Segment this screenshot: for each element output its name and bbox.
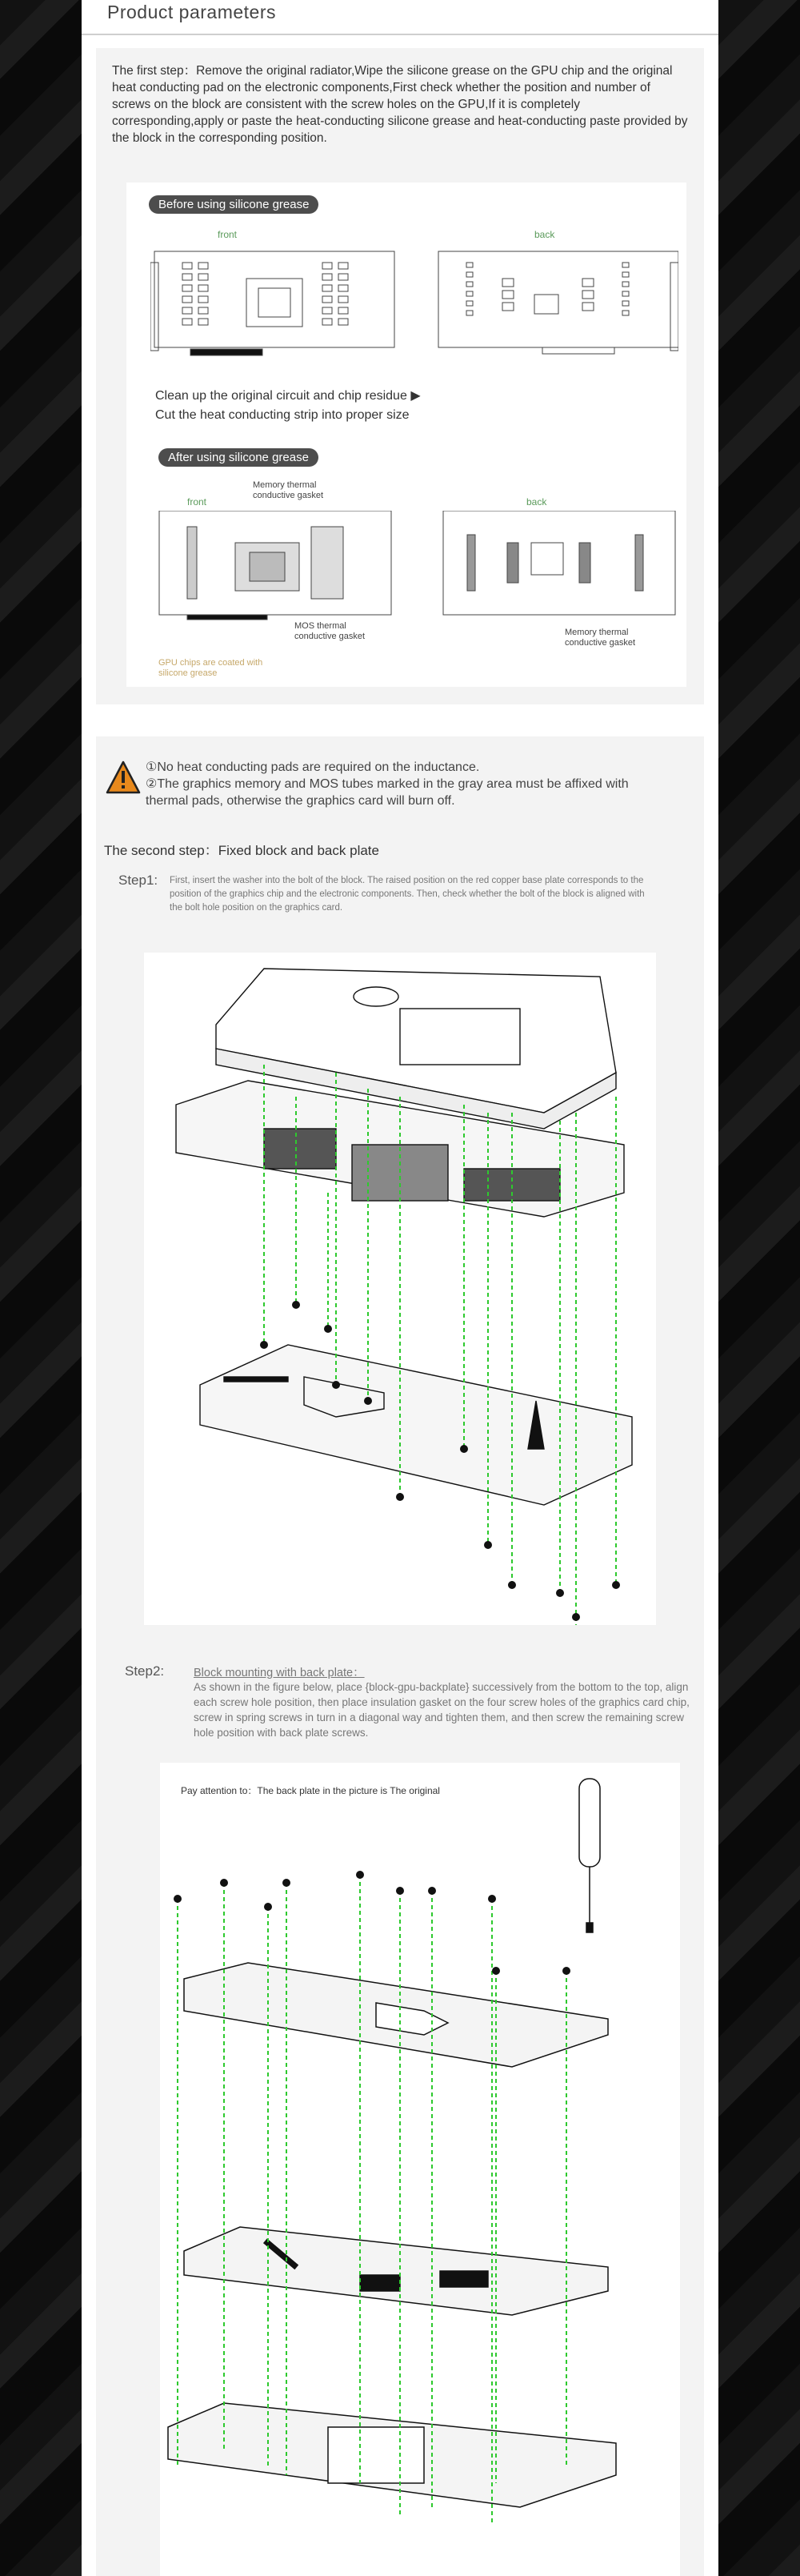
mos-gasket-note: MOS thermal conductive gasket [294,621,366,641]
memory-gasket-note-front: Memory thermal conductive gasket [253,480,324,500]
warning-line-1: ①No heat conducting pads are required on the inductance. [146,760,480,774]
step2-description: As shown in the figure below, place {block-gpu-backplate} successively from the bottom to the top, align each screw hole position, then place insulation gasket on the four screw holes of the graphics card chip, screw in spring screws in turn in a diagonal way and tighten them, and then screw the remaining screw hole position with back plate screws. [194,1681,690,1739]
step2-number: Step2: [125,1663,165,1679]
gpu-coated-note: GPU chips are coated with silicone grease [158,658,263,678]
step2-card [96,736,704,2576]
step1-number: Step1: [118,873,158,888]
page-title: Product parameters [107,2,276,22]
backplate-mount-figure [160,1763,680,2576]
attention-note: Pay attention to：The back plate in the picture is The original [181,1785,440,1796]
play-arrow-icon: ▶ [410,389,421,403]
after-boards-drawing [155,511,683,639]
front-label-top: front [218,229,238,240]
header [82,0,718,35]
clean-line-text: Clean up the original circuit and chip residue [155,389,407,403]
block-exploded-drawing [144,953,656,1625]
warning-line-2: ②The graphics memory and MOS tubes marked in the gray area must be affixed with thermal pads, otherwise the graphics card will burn off. [146,777,629,808]
step2-title: The second step：Fixed block and back plate [104,843,379,858]
grease-illustration-panel [126,183,686,687]
background-left [0,0,82,2576]
back-label-top: back [534,229,555,240]
warning-icon [106,760,141,794]
back-label-bottom: back [526,496,547,508]
memory-gasket-note-back: Memory thermal conductive gasket [565,628,636,648]
warning-text [146,759,658,809]
clean-line [155,387,421,403]
backplate-mount-drawing [160,1763,680,2576]
step1-description: First, insert the washer into the bolt of the block. The raised position on the red copper base plate corresponds to the position of the graphics chip and the electronic components. Then, check whether the bolt of the block is aligned with the bolt hole position on the graphics card. [170,876,645,913]
cut-line: Cut the heat conducting strip into proper size [155,408,410,422]
screwdriver-icon [579,1779,600,1932]
page [82,0,718,2576]
front-label-bottom: front [187,496,207,508]
step1-text: The first step：Remove the original radiator,Wipe the silicone grease on the GPU chip and the original heat conducting pad on the electronic components,First check whether the position and number of screws on the block are consistent with the screw holes on the GPU,If it is completely corresponding,apply or paste the heat-conducting silicone grease and heat-conducting paste provided by the block in the corresponding position. [112,64,688,145]
step1-card [96,48,704,704]
step2-heading: Block mounting with back plate： [194,1667,365,1679]
after-pill: After using silicone grease [158,448,318,467]
before-pill: Before using silicone grease [149,195,318,214]
block-exploded-figure [144,953,656,1625]
before-boards-drawing [150,247,678,375]
background-right [718,0,800,2576]
